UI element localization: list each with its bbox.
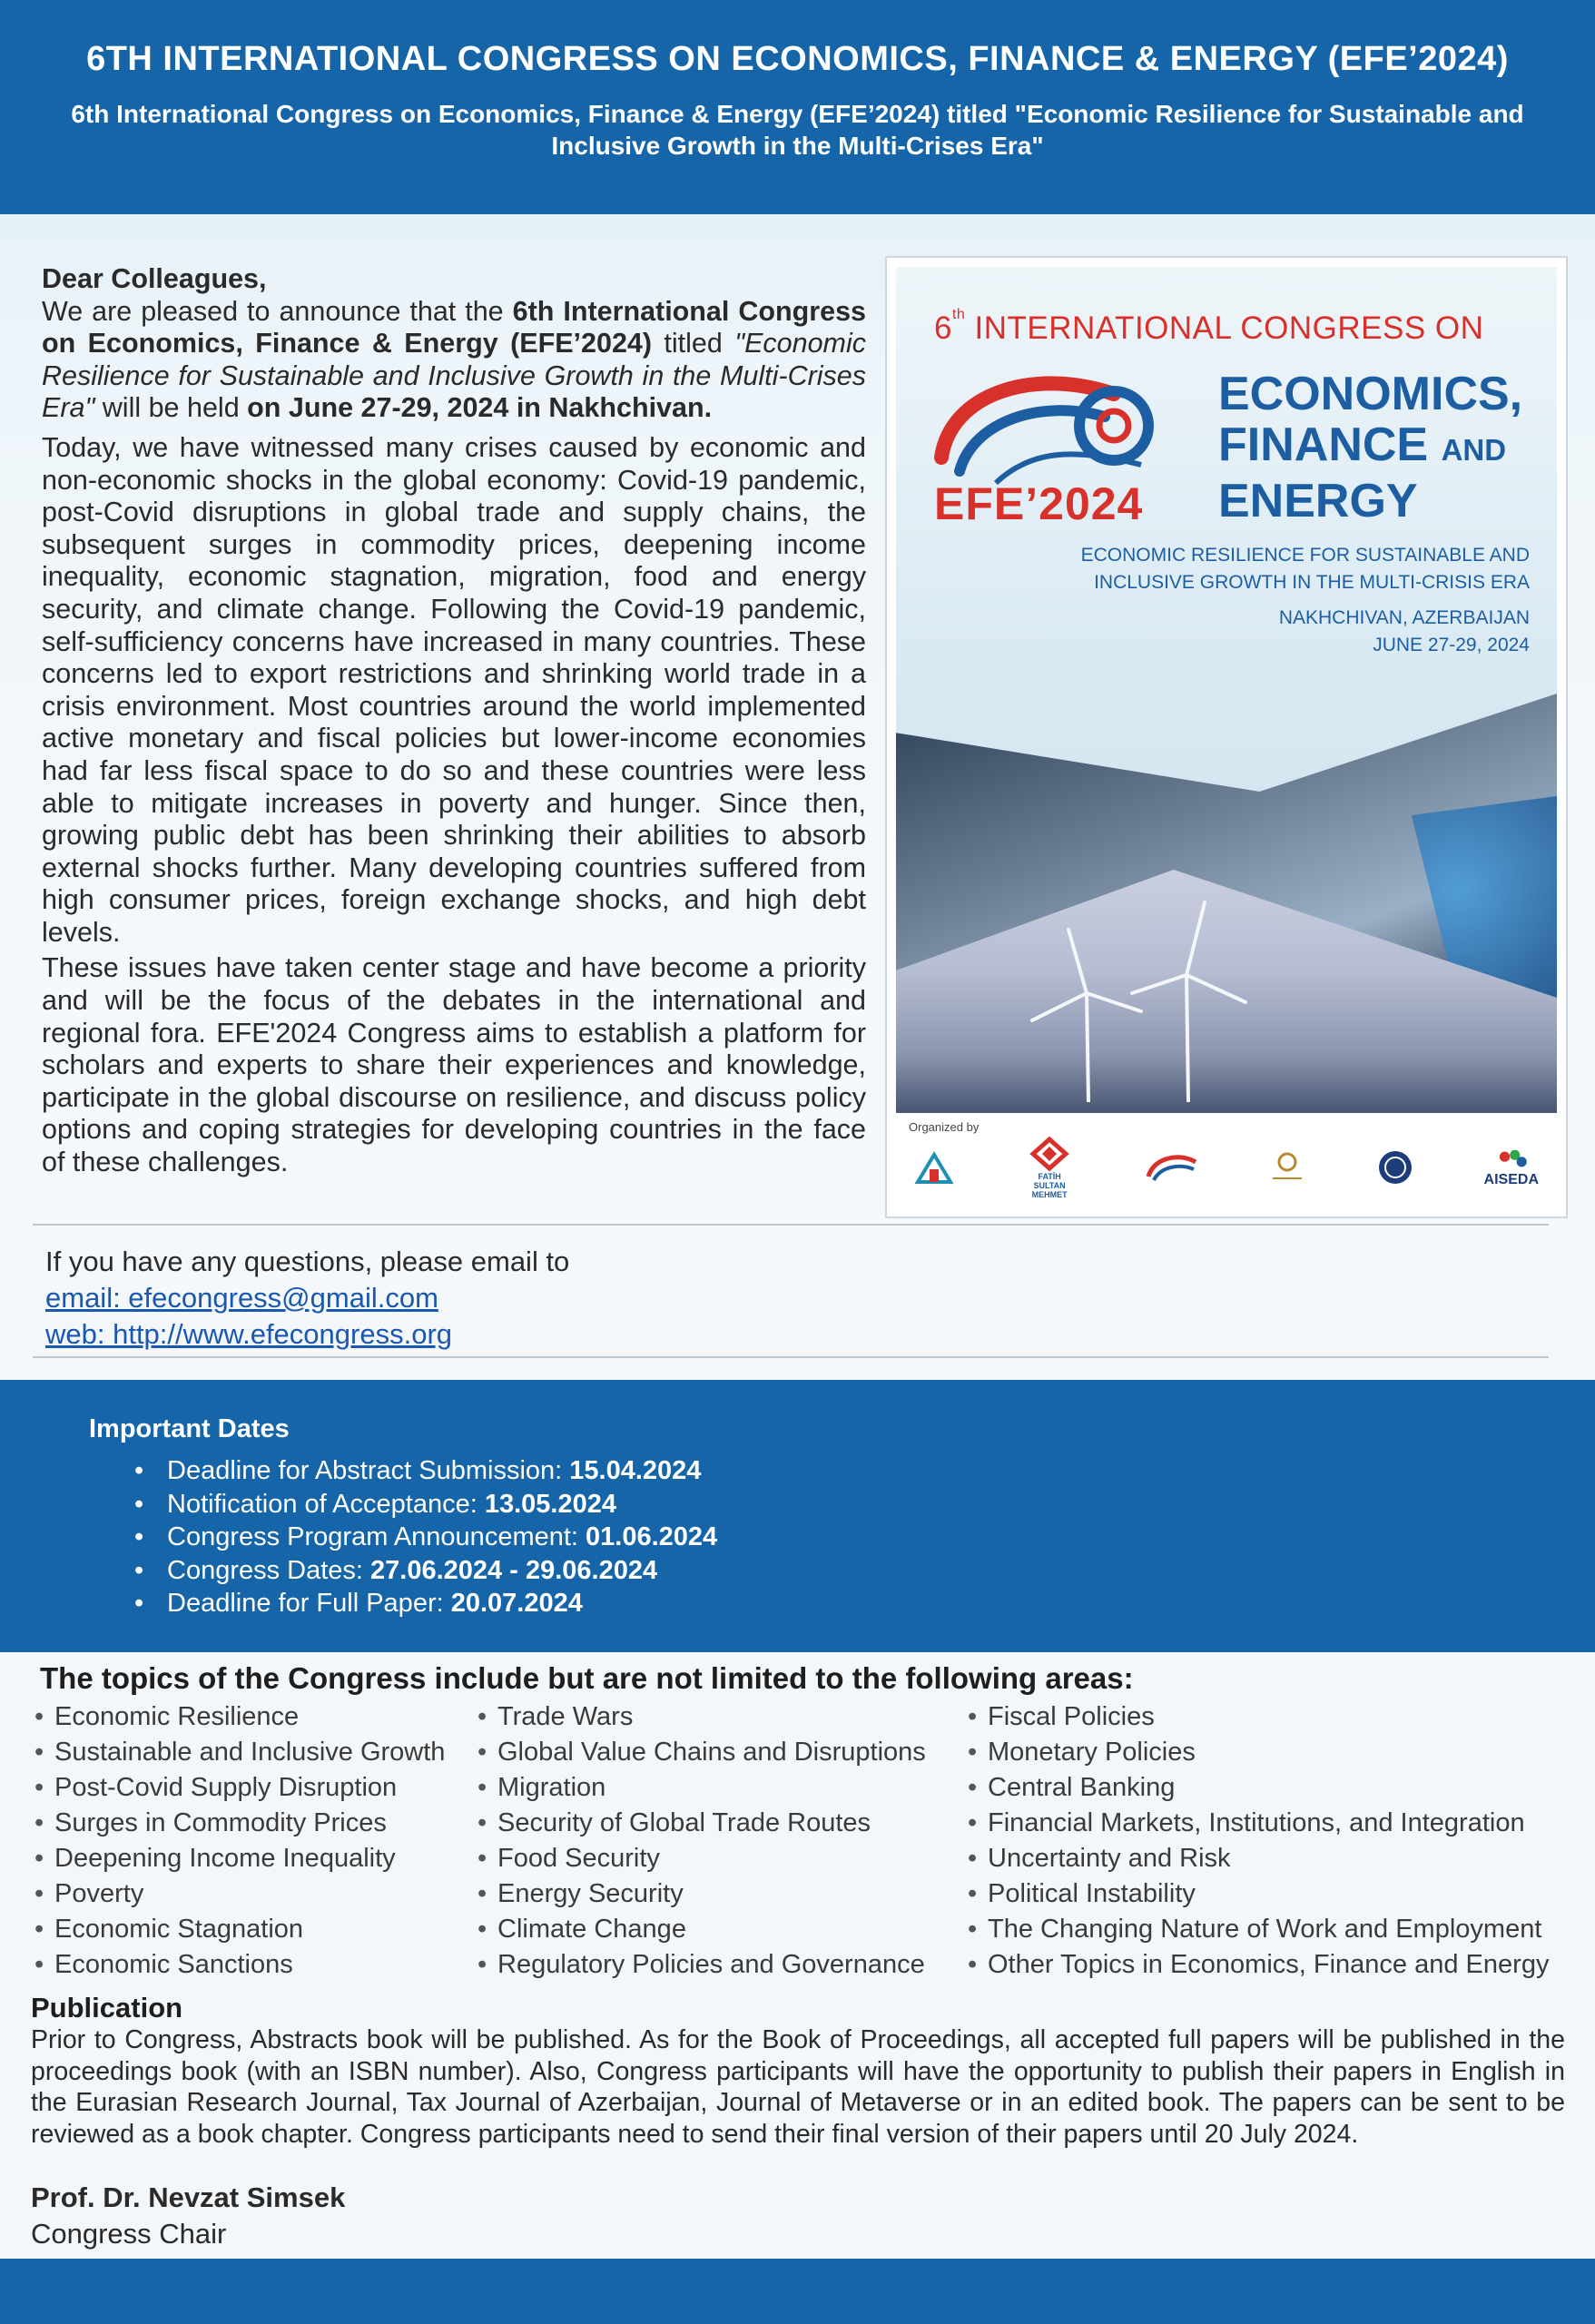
letter-paragraph-1 (42, 296, 866, 425)
topic-item: • Uncertainty and Risk (968, 1841, 1549, 1876)
poster-location (1279, 605, 1530, 659)
poster-big-3: ENERGY (1218, 475, 1418, 527)
topic-item: • Economic Sanctions (34, 1947, 445, 1983)
sponsor-fatih-logo-icon (1022, 1136, 1077, 1199)
topic-item: • Political Instability (968, 1876, 1549, 1912)
topics-column-2 (478, 1699, 926, 1983)
topic-item: • Economic Resilience (34, 1699, 445, 1735)
topic-item: • Security of Global Trade Routes (478, 1806, 926, 1841)
intro-letter (42, 263, 866, 1179)
greeting: Dear Colleagues, (42, 263, 267, 294)
organized-by-label: Organized by (909, 1120, 980, 1134)
letter-paragraph-2: Today, we have witnessed many crises caused by economic and non-economic shocks in the global economy: Covid-19 pandemic, post-Covid disruptions in global trade and supply chains, the subsequent surges in commodity prices, deepening income inequality, economic stagnation, migration, food and energy security, and climate change. Following the Covid-19 pandemic, self-sufficiency concerns have increased in many countries. These concerns led to export restrictions and shrinking world trade in a crisis environment. Most countries around the world implemented active monetary and fiscal policies but lower-income economies had far less fiscal space to do so and these countries were less able to mitigate increases in poverty and hunger. Since then, growing public debt has been shrinking their abilities to absorb external shocks further. Many developing countries suffered from high consumer prices, foreign exchange shocks, and high debt levels. (42, 431, 866, 948)
poster-location-city: NAKHCHIVAN, AZERBAIJAN (1278, 607, 1530, 628)
p1-date-place: on June 27-29, 2024 in Nakhchivan. (247, 392, 713, 424)
important-dates-list (134, 1454, 717, 1620)
topic-item: • Other Topics in Economics, Finance and Energy (968, 1947, 1549, 1983)
topics-heading: The topics of the Congress include but are not limited to the following areas: (40, 1661, 1134, 1695)
topic-item: • Global Value Chains and Disruptions (478, 1735, 926, 1770)
contact-intro: If you have any questions, please email to (45, 1246, 570, 1277)
date-value: 01.06.2024 (586, 1522, 718, 1551)
poster-kicker (934, 307, 1484, 347)
sponsor-efe-logo-icon (1145, 1149, 1199, 1186)
sponsor-aiseda-logo-icon (1484, 1147, 1539, 1188)
date-item (134, 1521, 717, 1554)
poster-kicker-rest: INTERNATIONAL CONGRESS ON (965, 310, 1484, 346)
important-dates-heading: Important Dates (89, 1414, 290, 1443)
letter-paragraph-3: These issues have taken center stage and have become a priority and will be the focus of the debates in the international and regional fora. EFE'2024 Congress aims to establish a platform for scholars and experts to share their experiences and knowledge, participate in the global discourse on resilience, and discuss policy options and coping strategies for developing countries in the face of these challenges. (42, 952, 866, 1178)
page-subtitle: 6th International Congress on Economics, Finance & Energy (EFE’2024) titled "Economic Resilience for Sustainable and Inclusive Growth in the Multi-Crises Era" (71, 100, 1524, 160)
topic-item: • Economic Stagnation (34, 1912, 445, 1947)
sponsor-university-seal-icon (1375, 1149, 1415, 1186)
topic-item: • Migration (478, 1770, 926, 1806)
date-item (134, 1587, 717, 1620)
date-item (134, 1454, 717, 1488)
topic-item: • Central Banking (968, 1770, 1549, 1806)
sponsor-logos (914, 1138, 1539, 1199)
email-link[interactable]: email: efecongress@gmail.com (45, 1282, 438, 1314)
sponsor-ahmet-yesevi-logo-icon (914, 1149, 954, 1186)
date-item (134, 1554, 717, 1588)
p1-text-e: will be held (94, 392, 248, 424)
p1-theme: "Economic Resilience for Sustainable and Inclusive Growth in the Multi-Crises Era" (42, 328, 866, 424)
date-value: 20.07.2024 (450, 1589, 583, 1618)
topic-item: • Poverty (34, 1876, 445, 1912)
poster-location-date: JUNE 27-29, 2024 (1373, 635, 1530, 655)
footer-band (0, 2259, 1595, 2324)
date-label: Deadline for Abstract Submission: (167, 1456, 570, 1485)
poster-artwork (896, 267, 1557, 1207)
date-value: 15.04.2024 (569, 1456, 702, 1485)
poster-kicker-num: 6 (934, 310, 952, 346)
contact-block (45, 1244, 569, 1353)
chair-name: Prof. Dr. Nevzat Simsek (31, 2181, 346, 2213)
efe-logo-icon (932, 358, 1168, 494)
date-label: Deadline for Full Paper: (167, 1589, 451, 1618)
date-value: 27.06.2024 - 29.06.2024 (370, 1555, 658, 1585)
publication-body: Prior to Congress, Abstracts book will be published. As for the Book of Proceedings, all accepted full papers will be published in the proceedings book (with an ISBN number). Also, Congress participants will have the opportunity to publish their papers in English in the Eurasian Research Journal, Tax Journal of Azerbaijan, Journal of Metaverse or in an edited book. The papers can be sent to be reviewed as a book chapter. Congress participants need to send their final version of their papers until 20 July 2024. (31, 2025, 1565, 2149)
topic-item: • Deepening Income Inequality (34, 1841, 445, 1876)
sponsor-tax-institute-logo-icon (1267, 1149, 1307, 1186)
page-title: 6TH INTERNATIONAL CONGRESS ON ECONOMICS, FINANCE & ENERGY (EFE’2024) (86, 40, 1509, 78)
topic-item: • Regulatory Policies and Governance (478, 1947, 926, 1983)
poster-big-and: AND (1441, 433, 1507, 467)
topic-item: • Energy Security (478, 1876, 926, 1912)
wind-turbine-icon (1005, 893, 1277, 1102)
sponsor-strip (896, 1113, 1557, 1207)
poster-theme-1: ECONOMIC RESILIENCE FOR SUSTAINABLE AND (1080, 545, 1530, 566)
topic-item: • Climate Change (478, 1912, 926, 1947)
topic-item: • Surges in Commodity Prices (34, 1806, 445, 1841)
date-item (134, 1488, 717, 1521)
congress-poster (885, 256, 1568, 1218)
sponsor-fatih-label: FATİH SULTAN MEHMET (1031, 1172, 1068, 1199)
divider-top (33, 1224, 1549, 1226)
date-label: Notification of Acceptance: (167, 1489, 485, 1519)
poster-kicker-sup: th (951, 307, 966, 322)
website-link[interactable]: web: http://www.efecongress.org (45, 1318, 453, 1350)
sponsor-aiseda-label: AISEDA (1483, 1172, 1539, 1187)
date-label: Congress Dates: (167, 1555, 371, 1585)
poster-big-1: ECONOMICS, (1218, 368, 1523, 420)
date-value: 13.05.2024 (484, 1489, 616, 1519)
important-dates-band (0, 1380, 1595, 1652)
topic-item: • The Changing Nature of Work and Employment (968, 1912, 1549, 1947)
topic-item: • Trade Wars (478, 1699, 926, 1735)
poster-big-title (1218, 369, 1522, 527)
date-label: Congress Program Announcement: (167, 1522, 586, 1551)
topic-item: • Sustainable and Inclusive Growth (34, 1735, 445, 1770)
topics-column-1 (34, 1699, 445, 1983)
p1-text-a: We are pleased to announce that the (42, 295, 513, 327)
poster-theme (1081, 542, 1530, 596)
header-band (0, 0, 1595, 214)
topic-item: • Food Security (478, 1841, 926, 1876)
chair-role: Congress Chair (31, 2218, 227, 2250)
p1-congress-name: 6th International Congress on Economics, Finance & Energy (EFE’2024) (42, 295, 867, 359)
topics-column-3 (968, 1699, 1549, 1983)
divider-bottom (33, 1356, 1549, 1358)
topic-item: • Post-Covid Supply Disruption (34, 1770, 445, 1806)
topic-item: • Monetary Policies (968, 1735, 1549, 1770)
topic-item: • Fiscal Policies (968, 1699, 1549, 1735)
poster-theme-2: INCLUSIVE GROWTH IN THE MULTI-CRISIS ERA (1094, 572, 1530, 593)
p1-text-c: titled (652, 328, 735, 359)
publication-heading: Publication (31, 1992, 183, 2024)
poster-big-2: FINANCE (1218, 419, 1429, 471)
topic-item: • Financial Markets, Institutions, and Integration (968, 1806, 1549, 1841)
poster-efe-mark: EFE’2024 (934, 478, 1144, 529)
